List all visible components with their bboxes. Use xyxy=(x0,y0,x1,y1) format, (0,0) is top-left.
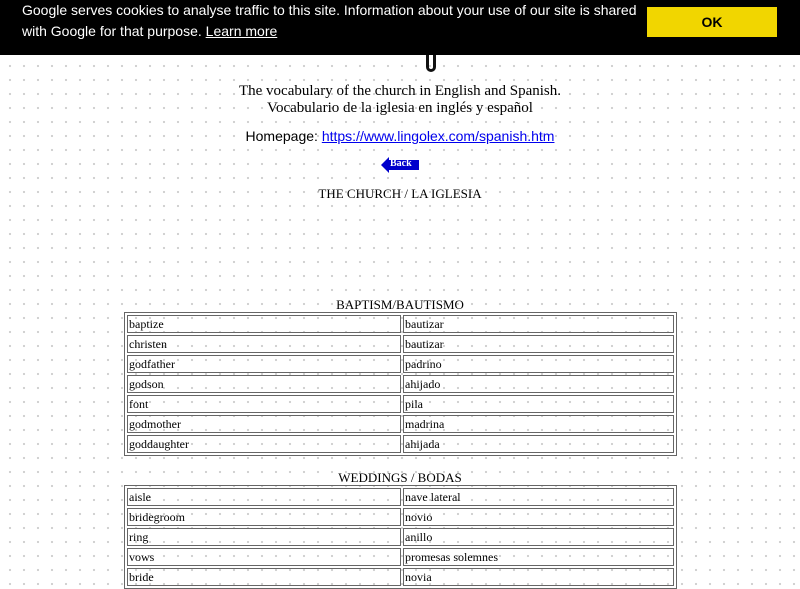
spanish-word: madrina xyxy=(403,415,674,433)
spanish-word: promesas solemnes xyxy=(403,548,674,566)
table-row xyxy=(127,488,674,506)
english-word: godson xyxy=(127,375,401,393)
english-word: aisle xyxy=(127,488,401,506)
learn-more-link[interactable]: Learn more xyxy=(205,23,278,39)
english-word: godfather xyxy=(127,355,401,373)
table-row xyxy=(127,568,674,586)
subtitle-english: The vocabulary of the church in English and Spanish. xyxy=(238,83,561,99)
section-title-baptism: BAPTISM/BAUTISMO xyxy=(336,297,464,312)
spanish-word: ahijada xyxy=(403,435,674,453)
spanish-word: anillo xyxy=(403,528,674,546)
spanish-word: bautizar xyxy=(403,335,674,353)
logo-image xyxy=(426,54,436,72)
spanish-word: pila xyxy=(403,395,674,413)
english-word: baptize xyxy=(127,315,401,333)
english-word: vows xyxy=(127,548,401,566)
table-row xyxy=(127,548,674,566)
spanish-word: ahijado xyxy=(403,375,674,393)
table-row xyxy=(127,375,674,393)
back-label: Back xyxy=(390,158,412,169)
cookie-message xyxy=(22,0,647,42)
homepage-link[interactable]: https://www.lingolex.com/spanish.htm xyxy=(321,128,555,144)
table-row xyxy=(127,315,674,333)
baptism-table xyxy=(124,312,677,456)
english-word: christen xyxy=(127,335,401,353)
table-row xyxy=(127,395,674,413)
english-word: ring xyxy=(127,528,401,546)
spanish-word: padrino xyxy=(403,355,674,373)
cookie-ok-button[interactable]: OK xyxy=(647,7,777,37)
english-word: goddaughter xyxy=(127,435,401,453)
english-word: font xyxy=(127,395,401,413)
section-title-weddings: WEDDINGS / BODAS xyxy=(338,470,462,485)
page-subtitle xyxy=(0,83,800,117)
cookie-banner xyxy=(0,0,800,55)
spanish-word: novio xyxy=(403,508,674,526)
homepage-label: Homepage: xyxy=(245,128,318,144)
subtitle-spanish: Vocabulario de la iglesia en inglés y español xyxy=(267,100,533,116)
table-row xyxy=(127,335,674,353)
page-title: THE CHURCH / LA IGLESIA xyxy=(318,186,482,201)
spanish-word: nave lateral xyxy=(403,488,674,506)
table-row xyxy=(127,528,674,546)
english-word: godmother xyxy=(127,415,401,433)
table-row xyxy=(127,415,674,433)
weddings-table xyxy=(124,485,677,589)
back-button[interactable] xyxy=(381,157,419,173)
english-word: bridegroom xyxy=(127,508,401,526)
spanish-word: novia xyxy=(403,568,674,586)
cookie-message-text: Google serves cookies to analyse traffic to this site. Information about your use of our site is shared with Google for that purpose. xyxy=(22,2,637,39)
table-row xyxy=(127,355,674,373)
table-row xyxy=(127,435,674,453)
spanish-word: bautizar xyxy=(403,315,674,333)
homepage-line xyxy=(0,128,800,144)
table-row xyxy=(127,508,674,526)
english-word: bride xyxy=(127,568,401,586)
